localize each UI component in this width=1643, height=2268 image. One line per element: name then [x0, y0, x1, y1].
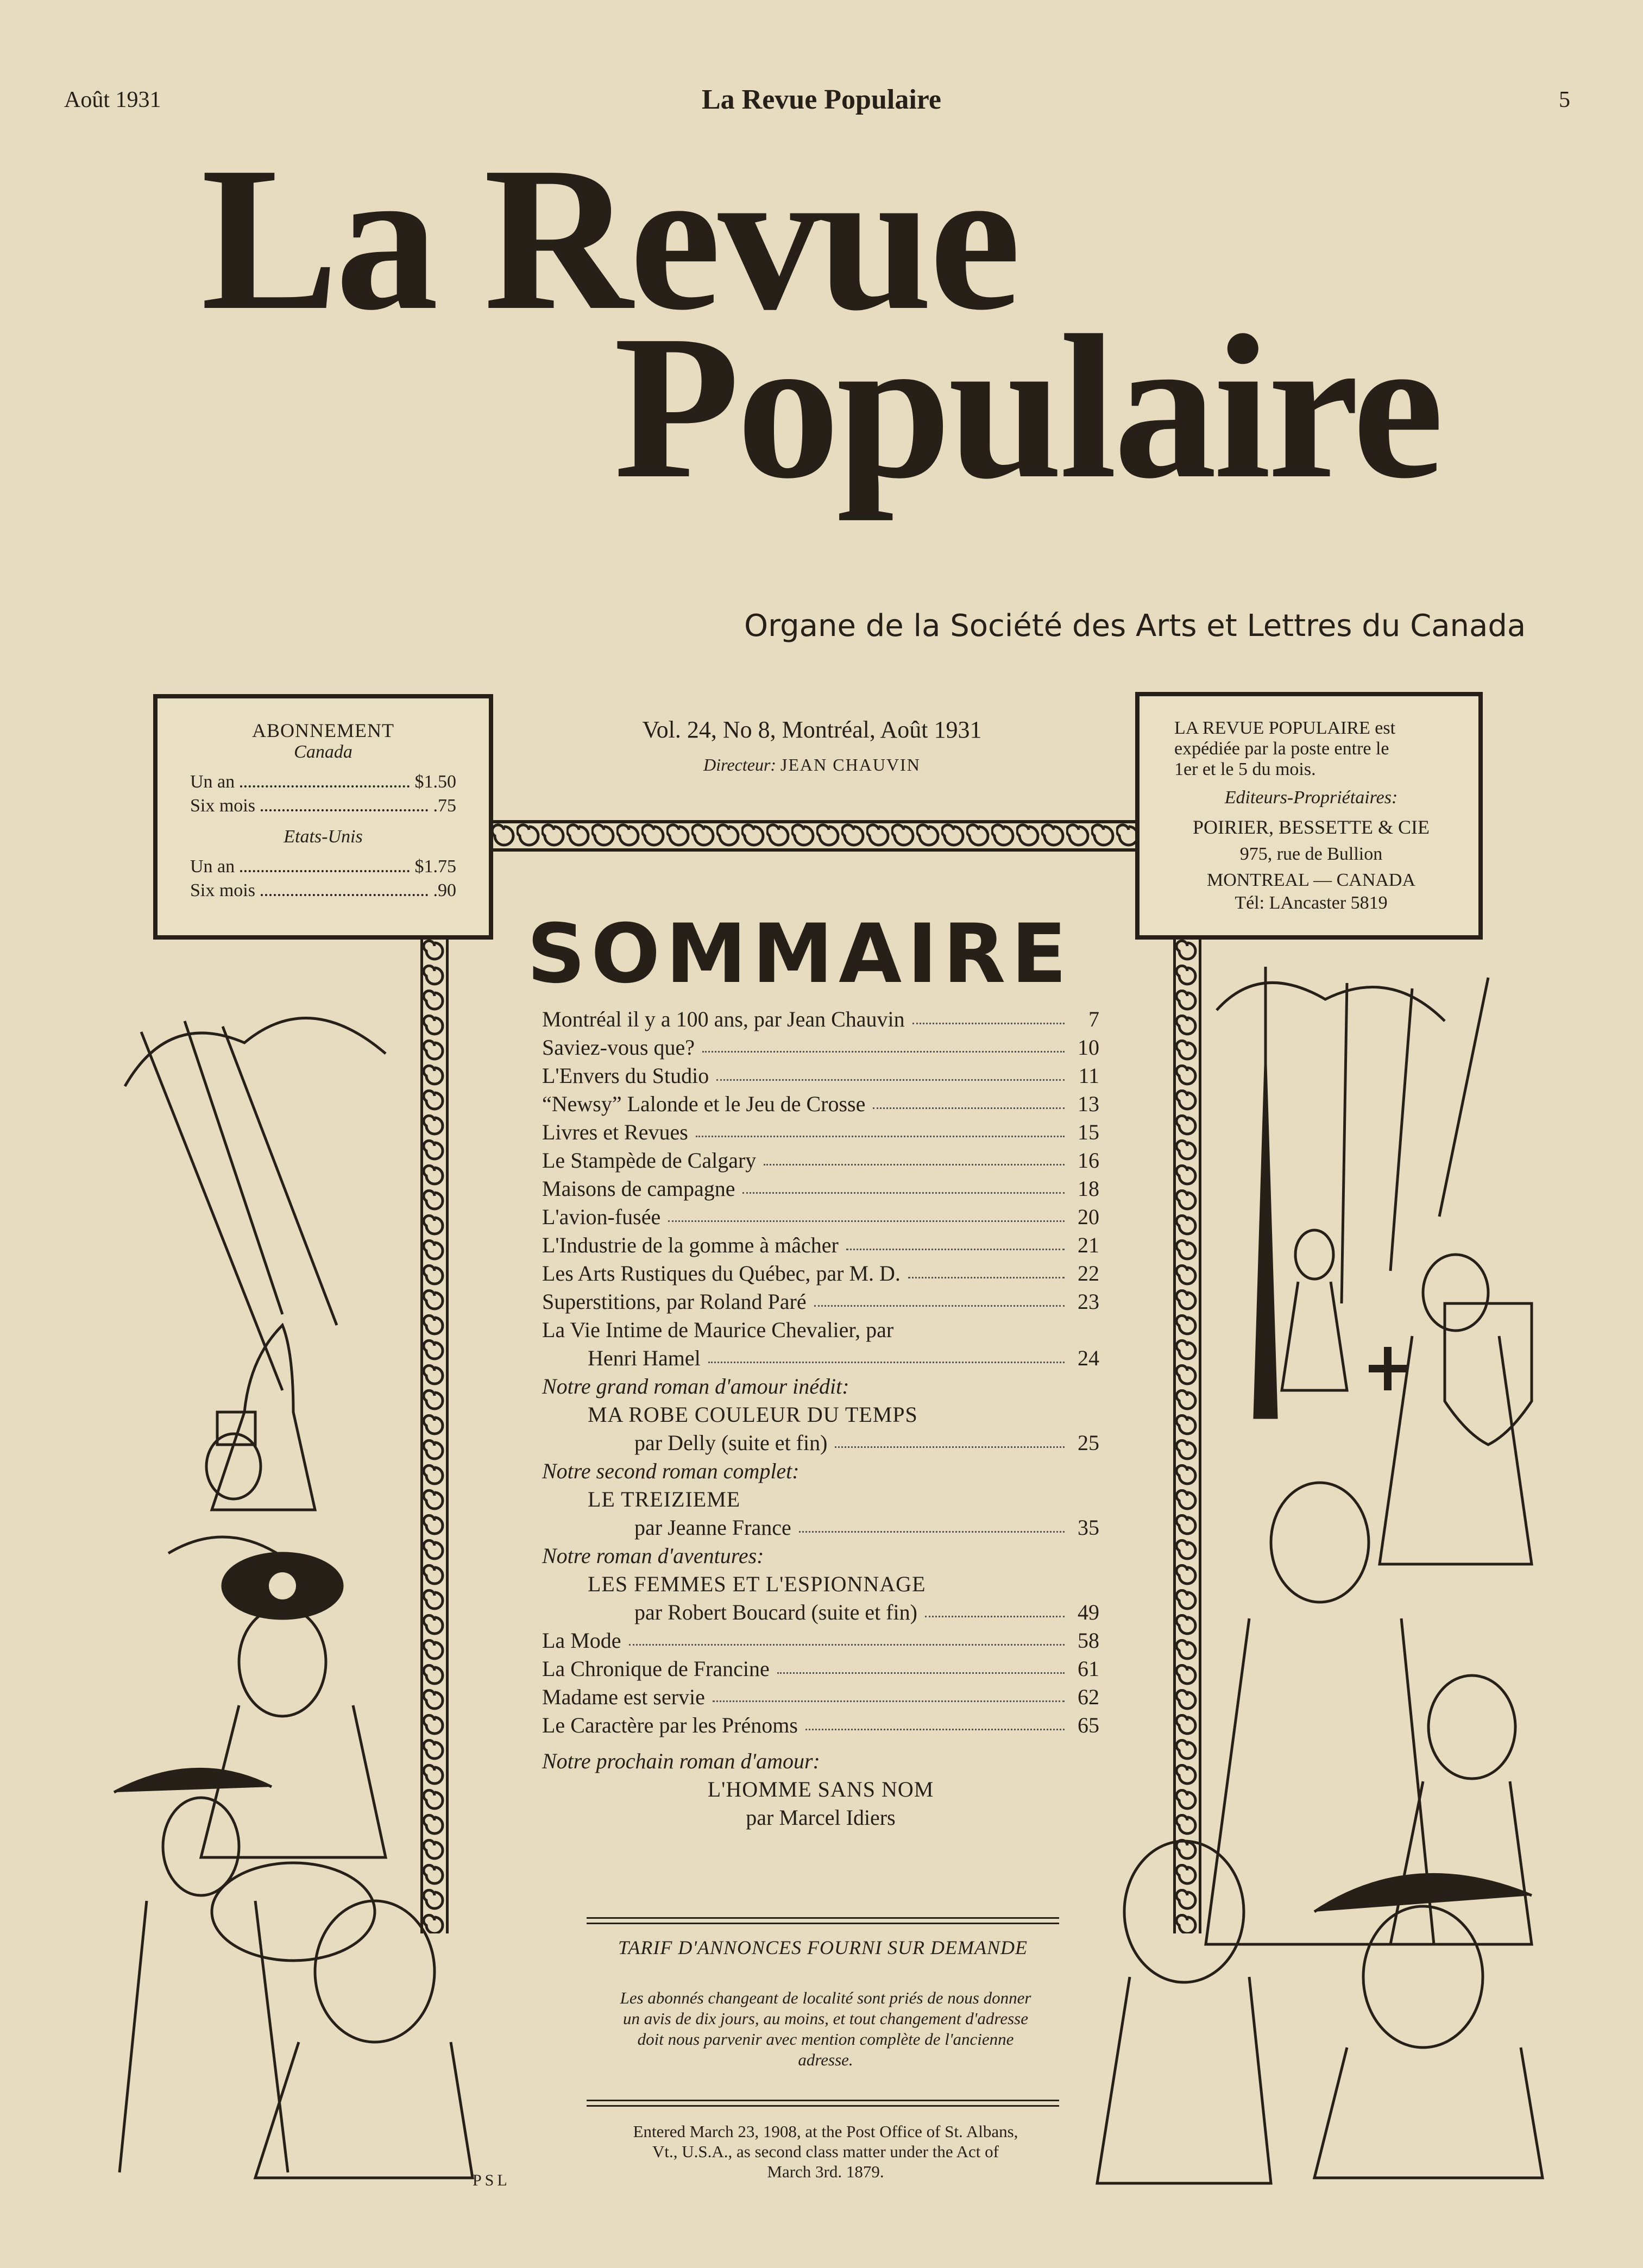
toc-entry[interactable]	[542, 1653, 1099, 1681]
toc-page: 20	[1078, 1205, 1099, 1229]
illustrator-signature: PSL	[473, 2171, 511, 2189]
toc-entry[interactable]	[542, 1032, 1099, 1060]
running-date: Août 1931	[64, 87, 161, 112]
toc-title: L'Envers du Studio	[542, 1063, 709, 1088]
ornament-band	[492, 820, 1135, 852]
price-value: .75	[433, 796, 456, 816]
toc-entry[interactable]	[542, 1710, 1099, 1738]
price-row	[190, 770, 456, 794]
shield-icon	[1445, 1303, 1532, 1445]
toc-title: Livres et Revues	[542, 1120, 688, 1144]
volume-line: Vol. 24, No 8, Montréal, Août 1931	[642, 716, 982, 743]
toc-title: Superstitions, par Roland Paré	[542, 1289, 807, 1314]
novel-title[interactable]: LES FEMMES ET L'ESPIONNAGE	[588, 1572, 926, 1596]
toc-entry[interactable]	[542, 1625, 1099, 1653]
divider	[587, 2105, 1059, 2107]
cloud-line-icon	[125, 1018, 386, 1086]
toc-title: La Chronique de Francine	[542, 1656, 770, 1681]
toc-page: 58	[1078, 1628, 1099, 1653]
price-label: Un an	[190, 772, 235, 792]
price-row	[190, 794, 456, 818]
toc-entry[interactable]	[542, 1343, 1099, 1371]
skull-icon	[269, 1572, 296, 1599]
toc-title: La Vie Intime de Maurice Chevalier, par	[542, 1318, 894, 1342]
toc-page: 24	[1078, 1346, 1099, 1370]
subscription-heading: ABONNEMENT	[252, 720, 394, 741]
toc-title: L'Industrie de la gomme à mâcher	[542, 1233, 839, 1257]
publisher-box	[1135, 692, 1483, 940]
toc-section-heading: Notre prochain roman d'amour:	[542, 1749, 820, 1773]
price-label: Six mois	[190, 880, 255, 900]
price-row	[190, 855, 456, 879]
director-line	[587, 755, 1037, 775]
toc-title: Le Caractère par les Prénoms	[542, 1713, 798, 1737]
toc-entry[interactable]	[542, 1088, 1099, 1117]
toc-title: Montréal il y a 100 ans, par Jean Chauvin	[542, 1007, 905, 1031]
divider	[587, 1923, 1059, 1924]
table-of-contents	[542, 1004, 1099, 1830]
divider	[587, 2100, 1059, 2101]
toc-page: 49	[1078, 1600, 1099, 1624]
toc-entry[interactable]	[542, 1681, 1099, 1710]
postal-entry-notice: Entered March 23, 1908, at the Post Office of St. Albans, Vt., U.S.A., as second class matter under the Act of March 3rd. 1879.	[633, 2122, 1018, 2181]
toc-page: 15	[1078, 1120, 1099, 1144]
director-name: JEAN CHAUVIN	[780, 755, 921, 774]
toc-author: par Jeanne France	[634, 1515, 791, 1540]
toc-section-heading: Notre second roman complet:	[542, 1459, 800, 1483]
toc-title: Saviez-vous que?	[542, 1035, 695, 1060]
flag-pole-icon	[141, 1021, 337, 1390]
price-value: $1.75	[414, 856, 456, 877]
price-value: .90	[433, 880, 456, 900]
novel-title[interactable]: LE TREIZIEME	[588, 1487, 741, 1511]
toc-title: L'avion-fusée	[542, 1205, 661, 1229]
masthead-subtitle: Organe de la Société des Arts et Lettres du Canada	[744, 608, 1526, 644]
masthead-line2: Populaire	[614, 293, 1441, 521]
toc-section-heading: Notre roman d'aventures:	[542, 1544, 764, 1568]
toc-page: 16	[1078, 1148, 1099, 1173]
toc-entry[interactable]	[542, 1201, 1099, 1230]
toc-section-heading: Notre grand roman d'amour inédit:	[542, 1374, 849, 1398]
sword-icon	[1255, 1064, 1276, 1418]
publisher-note-line: expédiée par la poste entre le	[1174, 739, 1389, 759]
running-title: La Revue Populaire	[701, 84, 942, 115]
toc-entry[interactable]	[542, 1060, 1099, 1088]
toc-page: 18	[1078, 1176, 1099, 1201]
toc-title: Le Stampède de Calgary	[542, 1148, 757, 1173]
price-row	[190, 879, 456, 903]
toc-title: Henri Hamel	[588, 1346, 701, 1370]
publisher-note-line: LA REVUE POPULAIRE est	[1174, 718, 1396, 738]
subscription-box	[153, 694, 493, 940]
sommaire-heading: SOMMAIRE	[527, 907, 1072, 1001]
toc-page: 23	[1078, 1289, 1099, 1314]
address-change-notice: Les abonnés changeant de localité sont priés de nous donner un avis de dix jours, au moins, et tout changement d'adresse doit nous parvenir avec mention complète de l'ancienne adresse.	[620, 1988, 1031, 2069]
toc-title: Madame est servie	[542, 1685, 705, 1709]
toc-page: 21	[1078, 1233, 1099, 1257]
advertising-rates-note: TARIF D'ANNONCES FOURNI SUR DEMANDE	[618, 1937, 1028, 1958]
next-novel-title[interactable]: L'HOMME SANS NOM	[707, 1777, 934, 1801]
price-value: $1.50	[414, 772, 456, 792]
novel-title[interactable]: MA ROBE COULEUR DU TEMPS	[588, 1402, 918, 1427]
cross-icon	[1369, 1347, 1407, 1390]
toc-page: 11	[1078, 1063, 1099, 1088]
price-label: Six mois	[190, 796, 255, 816]
divider	[587, 1917, 1059, 1919]
toc-page: 13	[1078, 1092, 1099, 1116]
canada-label: Canada	[294, 742, 352, 762]
toc-entry[interactable]	[542, 1427, 1099, 1456]
toc-page: 65	[1078, 1713, 1099, 1737]
publisher-name: POIRIER, BESSETTE & CIE	[1192, 816, 1430, 838]
toc-page: 62	[1078, 1685, 1099, 1709]
director-label: Directeur:	[703, 755, 777, 774]
toc-author: par Robert Boucard (suite et fin)	[634, 1600, 917, 1624]
toc-entry[interactable]	[542, 1004, 1099, 1032]
toc-author: par Delly (suite et fin)	[634, 1431, 828, 1455]
toc-title: Maisons de campagne	[542, 1176, 735, 1201]
publisher-note-line: 1er et le 5 du mois.	[1174, 759, 1316, 779]
toc-page: 22	[1078, 1261, 1099, 1286]
publisher-city: MONTREAL — CANADA	[1206, 870, 1416, 890]
price-label: Un an	[190, 856, 235, 877]
toc-entry[interactable]	[542, 1230, 1099, 1258]
next-novel-author: par Marcel Idiers	[746, 1805, 896, 1830]
toc-entry[interactable]	[542, 1117, 1099, 1145]
publisher-address: 975, rue de Bullion	[1239, 844, 1383, 864]
toc-page: 35	[1078, 1515, 1099, 1540]
toc-title: Les Arts Rustiques du Québec, par M. D.	[542, 1261, 901, 1286]
page-number: 5	[1559, 87, 1570, 112]
toc-entry[interactable]	[542, 1597, 1099, 1625]
toc-entry[interactable]	[542, 1512, 1099, 1540]
toc-page: 10	[1078, 1035, 1099, 1060]
toc-entry[interactable]	[542, 1258, 1099, 1286]
toc-page: 25	[1078, 1431, 1099, 1455]
toc-entry[interactable]	[542, 1314, 1099, 1343]
publisher-phone: Tél: LAncaster 5819	[1235, 893, 1388, 913]
toc-page: 7	[1088, 1007, 1099, 1031]
us-label: Etats-Unis	[284, 827, 363, 847]
toc-title: “Newsy” Lalonde et le Jeu de Crosse	[542, 1092, 866, 1116]
toc-entry[interactable]	[542, 1286, 1099, 1314]
left-illustration	[103, 978, 483, 2189]
toc-entry[interactable]	[542, 1173, 1099, 1201]
toc-entry[interactable]	[542, 1145, 1099, 1173]
masthead-line1: La Revue	[201, 124, 1018, 353]
toc-page: 61	[1078, 1656, 1099, 1681]
publisher-label: Editeurs-Propriétaires:	[1224, 788, 1398, 808]
publisher-note	[1174, 718, 1448, 780]
right-illustration	[1086, 967, 1553, 2189]
toc-title: La Mode	[542, 1628, 621, 1653]
